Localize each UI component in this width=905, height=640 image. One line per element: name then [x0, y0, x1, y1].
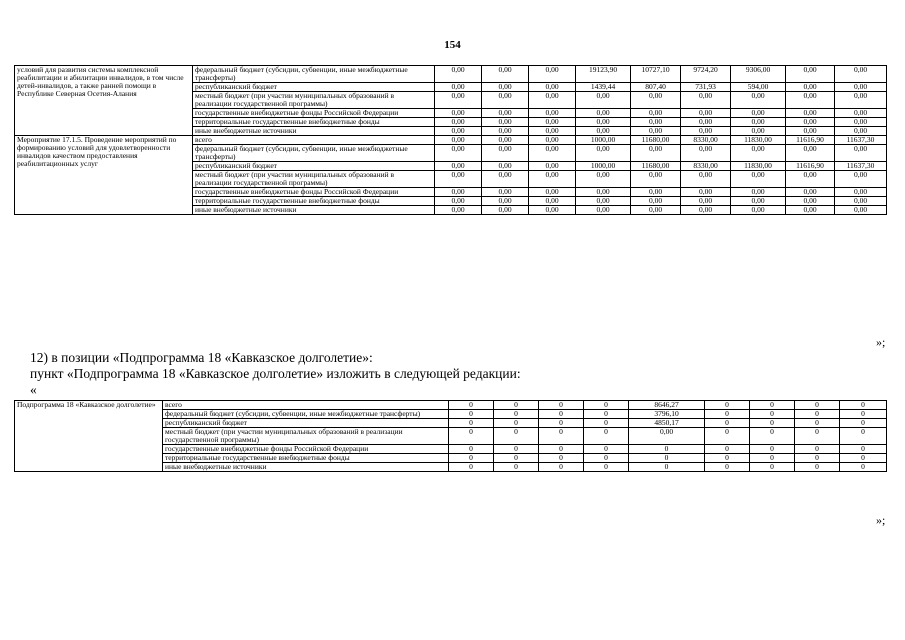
amount-cell: 0,00: [835, 188, 887, 197]
funding-source-cell: республиканский бюджет: [193, 83, 435, 92]
amount-cell: 0: [795, 463, 840, 472]
closing-quote: »;: [876, 513, 886, 527]
amount-cell: 0,00: [482, 92, 529, 109]
amount-cell: 0: [449, 463, 494, 472]
table-row: [15, 66, 887, 83]
amount-cell: 0: [840, 419, 887, 428]
amount-cell: 0,00: [681, 171, 731, 188]
amount-cell: 11616,90: [786, 136, 835, 145]
amount-cell: 0,00: [631, 206, 681, 215]
amount-cell: 0: [750, 419, 795, 428]
amount-cell: 0,00: [681, 127, 731, 136]
amount-cell: 0,00: [731, 171, 786, 188]
amount-cell: 0,00: [529, 162, 576, 171]
funding-source-cell: местный бюджет (при участии муниципальных образований в реализации государственной программы): [193, 92, 435, 109]
amount-cell: 0,00: [435, 188, 482, 197]
amount-cell: 0,00: [731, 127, 786, 136]
amount-cell: 4850,17: [629, 419, 705, 428]
amount-cell: 0,00: [529, 66, 576, 83]
amount-cell: 0,00: [786, 145, 835, 162]
amount-cell: 0,00: [631, 118, 681, 127]
amount-cell: 0: [705, 410, 750, 419]
amount-cell: 0: [494, 401, 539, 410]
subprogram-18-table: [14, 400, 887, 472]
amount-cell: 0,00: [576, 118, 631, 127]
amount-cell: 0: [629, 445, 705, 454]
funding-source-cell: государственные внебюджетные фонды Российской Федерации: [163, 445, 449, 454]
amount-cell: 0,00: [529, 92, 576, 109]
amount-cell: 0,00: [482, 162, 529, 171]
amount-cell: 0: [449, 428, 494, 445]
measure-name-cell: условий для развития системы комплексной реабилитации и абилитации инвалидов, в том числе детей-инвалидов, а также ранней помощи в Республике Северная Осетия-Алания: [15, 66, 193, 136]
amount-cell: 11680,00: [631, 136, 681, 145]
amount-cell: 0,00: [482, 171, 529, 188]
amount-cell: 0,00: [482, 109, 529, 118]
amount-cell: 0,00: [435, 118, 482, 127]
amount-cell: 0: [539, 454, 584, 463]
amount-cell: 0,00: [576, 171, 631, 188]
amount-cell: 11680,00: [631, 162, 681, 171]
measure-name-cell: Мероприятие 17.1.5. Проведение мероприятий по формированию условий для удовлетворенности инвалидов качеством предоставления реабилитационных услуг: [15, 136, 193, 215]
amount-cell: 0,00: [435, 197, 482, 206]
amount-cell: 0: [705, 445, 750, 454]
amount-cell: 0,00: [631, 197, 681, 206]
funding-source-cell: иные внебюджетные источники: [163, 463, 449, 472]
amount-cell: 0: [795, 419, 840, 428]
amount-cell: 0,00: [576, 109, 631, 118]
amount-cell: 0,00: [681, 118, 731, 127]
amount-cell: 0,00: [786, 197, 835, 206]
funding-source-cell: республиканский бюджет: [193, 162, 435, 171]
amount-cell: 0,00: [529, 118, 576, 127]
amount-cell: 0,00: [576, 206, 631, 215]
amount-cell: 0: [584, 401, 629, 410]
funding-source-cell: республиканский бюджет: [163, 419, 449, 428]
amount-cell: 0,00: [576, 92, 631, 109]
amount-cell: 0: [539, 401, 584, 410]
amount-cell: 0,00: [731, 109, 786, 118]
amount-cell: 0,00: [681, 188, 731, 197]
amount-cell: 1439,44: [576, 83, 631, 92]
page-number: 154: [444, 39, 461, 51]
amount-cell: 0,00: [681, 206, 731, 215]
amount-cell: 0: [750, 401, 795, 410]
amount-cell: 0: [494, 410, 539, 419]
amount-cell: 0,00: [435, 83, 482, 92]
funding-source-cell: иные внебюджетные источники: [193, 206, 435, 215]
amount-cell: 0: [584, 463, 629, 472]
amount-cell: 8330,00: [681, 162, 731, 171]
amount-cell: 11830,00: [731, 136, 786, 145]
amount-cell: 0: [494, 428, 539, 445]
amount-cell: 0,00: [529, 206, 576, 215]
amount-cell: 0: [750, 445, 795, 454]
amount-cell: 0,00: [576, 127, 631, 136]
amount-cell: 0: [795, 454, 840, 463]
amount-cell: 0: [449, 401, 494, 410]
amount-cell: 0,00: [731, 145, 786, 162]
funding-source-cell: территориальные государственные внебюджетные фонды: [193, 118, 435, 127]
amendment-item-12: 12) в позиции «Подпрограмма 18 «Кавказское долголетие»:: [30, 350, 373, 365]
amount-cell: 0: [840, 401, 887, 410]
amount-cell: 0: [539, 419, 584, 428]
amount-cell: 1000,00: [576, 162, 631, 171]
amount-cell: 0: [840, 463, 887, 472]
amount-cell: 0,00: [529, 109, 576, 118]
amount-cell: 0,00: [435, 92, 482, 109]
amount-cell: 0,00: [835, 171, 887, 188]
amount-cell: 807,40: [631, 83, 681, 92]
amount-cell: 0: [584, 419, 629, 428]
amount-cell: 0: [795, 445, 840, 454]
amount-cell: 0,00: [529, 171, 576, 188]
amount-cell: 0,00: [731, 206, 786, 215]
amount-cell: 0: [494, 463, 539, 472]
table-row: [15, 136, 887, 145]
amount-cell: 0,00: [482, 66, 529, 83]
amount-cell: 0: [629, 463, 705, 472]
amount-cell: 19123,90: [576, 66, 631, 83]
amount-cell: 0,00: [629, 428, 705, 445]
amount-cell: 0,00: [482, 118, 529, 127]
amount-cell: 0,00: [731, 118, 786, 127]
amount-cell: 0,00: [631, 171, 681, 188]
amount-cell: 10727,10: [631, 66, 681, 83]
amount-cell: 11830,00: [731, 162, 786, 171]
amount-cell: 0,00: [482, 127, 529, 136]
funding-source-cell: всего: [163, 401, 449, 410]
amount-cell: 0,00: [835, 127, 887, 136]
amount-cell: 0: [705, 428, 750, 445]
amount-cell: 0,00: [576, 145, 631, 162]
amount-cell: 0: [750, 454, 795, 463]
closing-quote: »;: [876, 335, 886, 349]
amount-cell: 0: [494, 445, 539, 454]
amount-cell: 0,00: [731, 188, 786, 197]
amount-cell: 0: [705, 463, 750, 472]
amount-cell: 0,00: [529, 188, 576, 197]
amount-cell: 0,00: [529, 83, 576, 92]
amount-cell: 0,00: [435, 136, 482, 145]
amount-cell: 0,00: [786, 127, 835, 136]
amount-cell: 0,00: [435, 109, 482, 118]
amount-cell: 0,00: [631, 145, 681, 162]
amount-cell: 0: [449, 410, 494, 419]
amount-cell: 0: [584, 428, 629, 445]
amount-cell: 9724,20: [681, 66, 731, 83]
amount-cell: 0,00: [786, 83, 835, 92]
amount-cell: 0: [449, 419, 494, 428]
amount-cell: 0: [750, 463, 795, 472]
amount-cell: 0,00: [835, 197, 887, 206]
amount-cell: 0: [584, 445, 629, 454]
amount-cell: 0,00: [835, 83, 887, 92]
amount-cell: 0,00: [786, 109, 835, 118]
amount-cell: 3796,10: [629, 410, 705, 419]
amount-cell: 0,00: [786, 188, 835, 197]
amount-cell: 0,00: [631, 127, 681, 136]
amount-cell: 8330,00: [681, 136, 731, 145]
amount-cell: 0,00: [529, 145, 576, 162]
funding-source-cell: территориальные государственные внебюджетные фонды: [163, 454, 449, 463]
funding-source-cell: государственные внебюджетные фонды Российской Федерации: [193, 109, 435, 118]
amount-cell: 0,00: [529, 127, 576, 136]
amount-cell: 0,00: [482, 136, 529, 145]
amount-cell: 0,00: [786, 171, 835, 188]
amount-cell: 0,00: [529, 197, 576, 206]
amount-cell: 0: [629, 454, 705, 463]
funding-source-cell: всего: [193, 136, 435, 145]
amount-cell: 0,00: [482, 145, 529, 162]
amount-cell: 0,00: [435, 162, 482, 171]
amount-cell: 0,00: [482, 83, 529, 92]
amount-cell: 0,00: [482, 206, 529, 215]
amount-cell: 0,00: [435, 206, 482, 215]
amount-cell: 0: [584, 454, 629, 463]
amount-cell: 0,00: [786, 118, 835, 127]
funding-source-cell: территориальные государственные внебюджетные фонды: [193, 197, 435, 206]
amount-cell: 0,00: [435, 127, 482, 136]
amount-cell: 0,00: [731, 197, 786, 206]
amount-cell: 0,00: [786, 206, 835, 215]
amount-cell: 0,00: [835, 66, 887, 83]
funding-source-cell: местный бюджет (при участии муниципальных образований в реализации государственной программы): [193, 171, 435, 188]
amount-cell: 0: [539, 410, 584, 419]
amount-cell: 0,00: [482, 188, 529, 197]
amount-cell: 0: [584, 410, 629, 419]
amount-cell: 11637,30: [835, 136, 887, 145]
amount-cell: 0: [840, 410, 887, 419]
amount-cell: 0: [539, 445, 584, 454]
amount-cell: 0,00: [631, 109, 681, 118]
amount-cell: 0: [705, 401, 750, 410]
amount-cell: 0: [840, 454, 887, 463]
amount-cell: 9306,00: [731, 66, 786, 83]
amount-cell: 11616,90: [786, 162, 835, 171]
amount-cell: 0,00: [835, 109, 887, 118]
amount-cell: 1000,00: [576, 136, 631, 145]
amount-cell: 0: [795, 428, 840, 445]
amount-cell: 0,00: [786, 92, 835, 109]
amount-cell: 0: [750, 410, 795, 419]
funding-source-cell: федеральный бюджет (субсидии, субвенции, иные межбюджетные трансферты): [193, 145, 435, 162]
amount-cell: 0,00: [482, 197, 529, 206]
amount-cell: 0: [494, 454, 539, 463]
amount-cell: 0: [840, 445, 887, 454]
amount-cell: 0,00: [631, 92, 681, 109]
amount-cell: 11637,30: [835, 162, 887, 171]
amount-cell: 731,93: [681, 83, 731, 92]
amount-cell: 0,00: [681, 92, 731, 109]
amount-cell: 0,00: [435, 145, 482, 162]
amendment-instruction: пункт «Подпрограмма 18 «Кавказское долголетие» изложить в следующей редакции:: [30, 366, 521, 381]
amount-cell: 0: [795, 401, 840, 410]
amount-cell: 0,00: [835, 206, 887, 215]
amount-cell: 0,00: [835, 145, 887, 162]
table-row: [15, 401, 887, 410]
amount-cell: 0,00: [435, 66, 482, 83]
amount-cell: 0: [795, 410, 840, 419]
amount-cell: 0,00: [786, 66, 835, 83]
amount-cell: 0: [840, 428, 887, 445]
funding-source-cell: федеральный бюджет (субсидии, субвенции, иные межбюджетные трансферты): [193, 66, 435, 83]
funding-source-cell: государственные внебюджетные фонды Российской Федерации: [193, 188, 435, 197]
amount-cell: 0: [494, 419, 539, 428]
funding-table-continued: [14, 65, 887, 215]
amount-cell: 0: [449, 454, 494, 463]
subprogram-name-cell: Подпрограмма 18 «Кавказское долголетие»: [15, 401, 163, 472]
amount-cell: 0: [539, 428, 584, 445]
funding-source-cell: иные внебюджетные источники: [193, 127, 435, 136]
amount-cell: 594,00: [731, 83, 786, 92]
amount-cell: 8646,27: [629, 401, 705, 410]
amount-cell: 0,00: [576, 197, 631, 206]
amount-cell: 0,00: [529, 136, 576, 145]
amount-cell: 0: [705, 454, 750, 463]
opening-quote: «: [30, 382, 37, 397]
amount-cell: 0,00: [435, 171, 482, 188]
funding-source-cell: федеральный бюджет (субсидии, субвенции, иные межбюджетные трансферты): [163, 410, 449, 419]
amount-cell: 0,00: [631, 188, 681, 197]
funding-source-cell: местный бюджет (при участии муниципальных образований в реализации государственной программы): [163, 428, 449, 445]
amount-cell: 0,00: [681, 197, 731, 206]
amount-cell: 0,00: [731, 92, 786, 109]
amount-cell: 0,00: [835, 118, 887, 127]
amount-cell: 0: [705, 419, 750, 428]
amount-cell: 0,00: [681, 109, 731, 118]
amount-cell: 0: [449, 445, 494, 454]
amount-cell: 0,00: [835, 92, 887, 109]
amount-cell: 0: [539, 463, 584, 472]
amount-cell: 0,00: [576, 188, 631, 197]
amount-cell: 0: [750, 428, 795, 445]
amount-cell: 0,00: [681, 145, 731, 162]
